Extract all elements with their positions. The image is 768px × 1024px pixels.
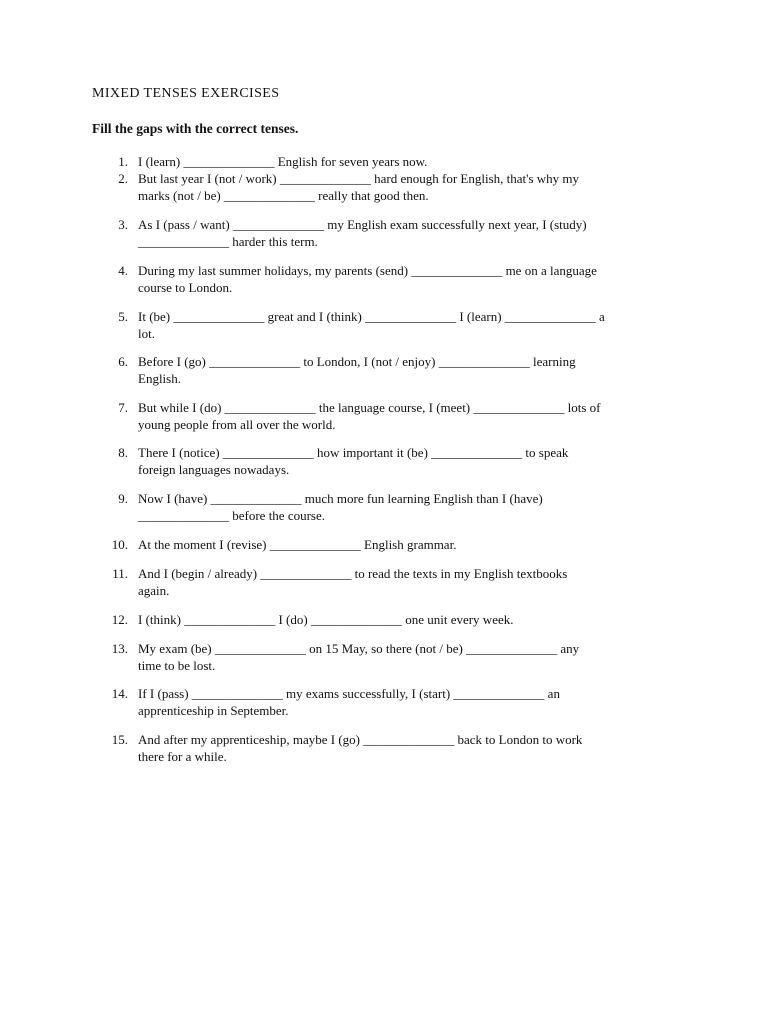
exercise-text-line: foreign languages nowadays. bbox=[138, 462, 290, 477]
exercise-number: 5. bbox=[118, 309, 128, 324]
exercise-text-line: ______________ harder this term. bbox=[138, 234, 318, 249]
exercise-text-line: course to London. bbox=[138, 280, 233, 295]
exercise-text-line: But while I (do) ______________ the language course, I (meet) ______________ lots of bbox=[138, 400, 601, 415]
exercise-text-line: I (learn) ______________ English for seven years now. bbox=[138, 154, 428, 169]
exercise-text-line: there for a while. bbox=[138, 749, 227, 764]
exercise-text-line: During my last summer holidays, my parents (send) ______________ me on a language bbox=[138, 263, 597, 278]
exercise-number: 6. bbox=[118, 354, 128, 369]
exercise-number: 12. bbox=[111, 612, 128, 627]
exercise-text-line: And I (begin / already) ______________ to read the texts in my English textbooks bbox=[138, 566, 568, 581]
exercise-text-line: But last year I (not / work) ______________ hard enough for English, that's why my bbox=[138, 171, 580, 186]
worksheet-title: MIXED TENSES EXERCISES bbox=[92, 86, 280, 101]
exercise-text-line: At the moment I (revise) ______________ English grammar. bbox=[138, 537, 457, 552]
exercise-number: 2. bbox=[118, 171, 128, 186]
exercise-text-line: As I (pass / want) ______________ my English exam successfully next year, I (study) bbox=[138, 217, 587, 232]
exercise-text-line: If I (pass) ______________ my exams successfully, I (start) ______________ an bbox=[138, 686, 560, 701]
exercise-number: 13. bbox=[111, 641, 128, 656]
exercise-text-line: English. bbox=[138, 371, 181, 386]
worksheet-instruction: Fill the gaps with the correct tenses. bbox=[92, 121, 299, 136]
exercise-number: 15. bbox=[111, 732, 128, 747]
exercise-number: 7. bbox=[118, 400, 128, 415]
exercise-text-line: And after my apprenticeship, maybe I (go) ______________ back to London to work bbox=[138, 732, 583, 747]
exercise-text-line: Before I (go) ______________ to London, I (not / enjoy) ______________ learning bbox=[138, 354, 576, 369]
exercise-number: 14. bbox=[111, 686, 128, 701]
exercise-number: 10. bbox=[111, 537, 128, 552]
exercise-text-line: My exam (be) ______________ on 15 May, so there (not / be) ______________ any bbox=[138, 641, 580, 656]
exercise-text-line: I (think) ______________ I (do) ______________ one unit every week. bbox=[138, 612, 514, 627]
exercise-number: 11. bbox=[112, 566, 128, 581]
exercise-text-line: young people from all over the world. bbox=[138, 417, 336, 432]
exercise-number: 3. bbox=[118, 217, 128, 232]
exercise-text-line: marks (not / be) ______________ really that good then. bbox=[138, 188, 429, 203]
exercise-number: 8. bbox=[118, 445, 128, 460]
exercise-number: 9. bbox=[118, 491, 128, 506]
exercise-text-line: ______________ before the course. bbox=[138, 508, 326, 523]
exercise-text-line: Now I (have) ______________ much more fun learning English than I (have) bbox=[138, 491, 543, 506]
exercise-number: 1. bbox=[118, 154, 128, 169]
exercise-text-line: It (be) ______________ great and I (think) ______________ I (learn) ______________ a bbox=[138, 309, 605, 324]
exercise-text-line: apprenticeship in September. bbox=[138, 703, 289, 718]
exercise-text-line: time to be lost. bbox=[138, 658, 216, 673]
exercise-text-line: There I (notice) ______________ how important it (be) ______________ to speak bbox=[138, 445, 569, 460]
exercise-number: 4. bbox=[118, 263, 128, 278]
exercise-text-line: again. bbox=[138, 583, 170, 598]
exercise-text-line: lot. bbox=[138, 326, 155, 341]
